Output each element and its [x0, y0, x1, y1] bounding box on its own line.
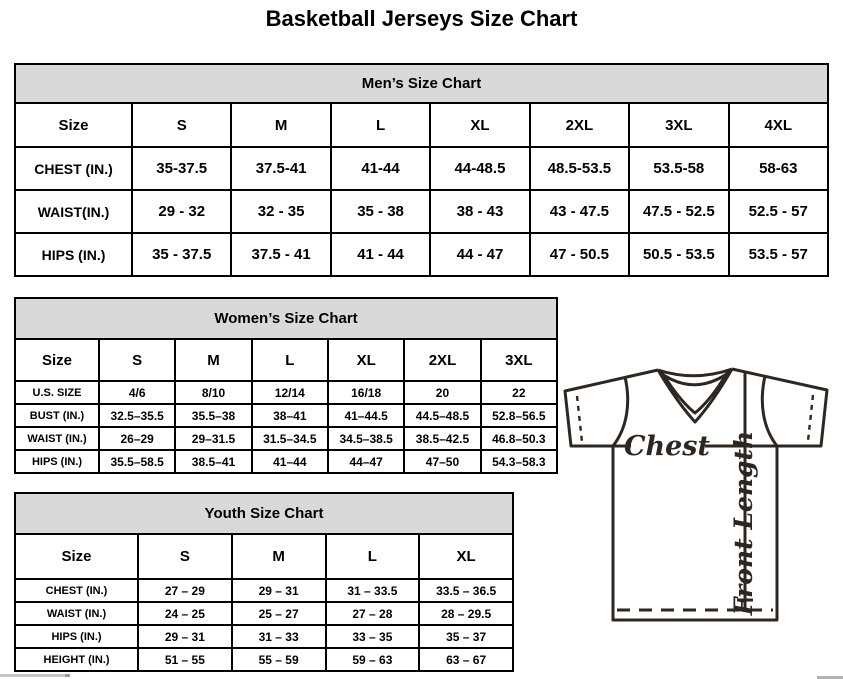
measurement-value: 55 – 59 — [232, 648, 326, 671]
measurement-value: 8/10 — [175, 381, 251, 404]
row-label: HIPS (IN.) — [15, 233, 132, 276]
measurement-value: 27 – 29 — [138, 579, 232, 602]
row-label: WAIST (IN.) — [15, 427, 99, 450]
measurement-row — [15, 381, 557, 404]
measurement-value: 59 – 63 — [326, 648, 420, 671]
front-length-label: Front Length — [729, 430, 758, 616]
chest-label: Chest — [624, 431, 710, 462]
table-title-row — [15, 493, 513, 534]
measurement-value: 35.5–38 — [175, 404, 251, 427]
measurement-value: 44-48.5 — [430, 147, 529, 190]
size-header-row — [15, 339, 557, 381]
measurement-row — [15, 625, 513, 648]
measurement-value: 20 — [404, 381, 480, 404]
measurement-value: 35-37.5 — [132, 147, 231, 190]
table-title-row — [15, 64, 828, 103]
right-cuff-dashed-line — [808, 395, 813, 441]
size-column-header: M — [232, 534, 326, 579]
size-column-header: S — [132, 103, 231, 147]
size-column-header: 2XL — [530, 103, 629, 147]
size-column-header: XL — [419, 534, 513, 579]
jersey-collar — [658, 369, 732, 422]
jersey-right-seam — [762, 376, 777, 446]
size-header-row — [15, 534, 513, 579]
measurement-value: 12/14 — [252, 381, 328, 404]
measurement-value: 25 – 27 — [232, 602, 326, 625]
measurement-value: 50.5 - 53.5 — [629, 233, 728, 276]
row-label: HEIGHT (IN.) — [15, 648, 138, 671]
measurement-row — [15, 579, 513, 602]
measurement-value: 63 – 67 — [419, 648, 513, 671]
size-column-header: L — [252, 339, 328, 381]
row-label: CHEST (IN.) — [15, 147, 132, 190]
size-column-header: 2XL — [404, 339, 480, 381]
size-column-header: 3XL — [629, 103, 728, 147]
measurement-row — [15, 190, 828, 233]
measurement-value: 24 – 25 — [138, 602, 232, 625]
table-title: Women’s Size Chart — [15, 298, 557, 339]
measurement-value: 31.5–34.5 — [252, 427, 328, 450]
measurement-value: 54.3–58.3 — [481, 450, 557, 473]
youth-size-table — [14, 492, 514, 672]
left-cuff-dashed-line — [577, 396, 582, 442]
measurement-value: 29 – 31 — [232, 579, 326, 602]
size-column-header: 4XL — [729, 103, 828, 147]
measurement-value: 52.5 - 57 — [729, 190, 828, 233]
measurement-value: 26–29 — [99, 427, 175, 450]
measurement-value: 52.8–56.5 — [481, 404, 557, 427]
size-header-row — [15, 103, 828, 147]
measurement-row — [15, 427, 557, 450]
mens-size-table — [14, 63, 829, 277]
size-column-header: M — [175, 339, 251, 381]
jersey-measurement-diagram — [555, 358, 837, 648]
size-column-header: M — [231, 103, 330, 147]
measurement-value: 38 - 43 — [430, 190, 529, 233]
measurement-value: 41-44 — [331, 147, 430, 190]
measurement-value: 32.5–35.5 — [99, 404, 175, 427]
size-header-label: Size — [15, 103, 132, 147]
size-column-header: L — [326, 534, 420, 579]
measurement-value: 58-63 — [729, 147, 828, 190]
measurement-row — [15, 404, 557, 427]
table-title: Men’s Size Chart — [15, 64, 828, 103]
measurement-value: 35 - 38 — [331, 190, 430, 233]
size-column-header: S — [99, 339, 175, 381]
measurement-value: 27 – 28 — [326, 602, 420, 625]
measurement-value: 37.5 - 41 — [231, 233, 330, 276]
measurement-value: 47.5 - 52.5 — [629, 190, 728, 233]
row-label: HIPS (IN.) — [15, 625, 138, 648]
measurement-value: 43 - 47.5 — [530, 190, 629, 233]
measurement-value: 38.5–42.5 — [404, 427, 480, 450]
row-label: WAIST(IN.) — [15, 190, 132, 233]
measurement-value: 32 - 35 — [231, 190, 330, 233]
measurement-value: 35.5–58.5 — [99, 450, 175, 473]
measurement-value: 38.5–41 — [175, 450, 251, 473]
size-column-header: XL — [430, 103, 529, 147]
table-title: Youth Size Chart — [15, 493, 513, 534]
row-label: BUST (IN.) — [15, 404, 99, 427]
measurement-row — [15, 147, 828, 190]
measurement-value: 44.5–48.5 — [404, 404, 480, 427]
measurement-value: 48.5-53.5 — [530, 147, 629, 190]
measurement-value: 34.5–38.5 — [328, 427, 404, 450]
measurement-row — [15, 648, 513, 671]
measurement-value: 47–50 — [404, 450, 480, 473]
measurement-value: 29–31.5 — [175, 427, 251, 450]
size-column-header: 3XL — [481, 339, 557, 381]
measurement-value: 31 – 33 — [232, 625, 326, 648]
size-column-header: L — [331, 103, 430, 147]
cropped-ui-fragment-left — [0, 674, 70, 677]
measurement-value: 44 - 47 — [430, 233, 529, 276]
measurement-row — [15, 233, 828, 276]
size-header-label: Size — [15, 534, 138, 579]
measurement-value: 41 - 44 — [331, 233, 430, 276]
page-title: Basketball Jerseys Size Chart — [265, 6, 578, 31]
measurement-value: 38–41 — [252, 404, 328, 427]
measurement-value: 53.5 - 57 — [729, 233, 828, 276]
measurement-row — [15, 450, 557, 473]
measurement-value: 47 - 50.5 — [530, 233, 629, 276]
measurement-row — [15, 602, 513, 625]
measurement-value: 16/18 — [328, 381, 404, 404]
measurement-value: 35 - 37.5 — [132, 233, 231, 276]
measurement-value: 44–47 — [328, 450, 404, 473]
measurement-value: 4/6 — [99, 381, 175, 404]
measurement-value: 28 – 29.5 — [419, 602, 513, 625]
womens-size-table — [14, 297, 558, 474]
table-title-row — [15, 298, 557, 339]
measurement-value: 51 – 55 — [138, 648, 232, 671]
measurement-value: 46.8–50.3 — [481, 427, 557, 450]
row-label: WAIST (IN.) — [15, 602, 138, 625]
size-column-header: S — [138, 534, 232, 579]
measurement-value: 29 - 32 — [132, 190, 231, 233]
measurement-value: 31 – 33.5 — [326, 579, 420, 602]
measurement-value: 41–44 — [252, 450, 328, 473]
measurement-value: 33.5 – 36.5 — [419, 579, 513, 602]
measurement-value: 22 — [481, 381, 557, 404]
measurement-value: 33 – 35 — [326, 625, 420, 648]
measurement-value: 37.5-41 — [231, 147, 330, 190]
measurement-value: 35 – 37 — [419, 625, 513, 648]
measurement-value: 41–44.5 — [328, 404, 404, 427]
measurement-value: 53.5-58 — [629, 147, 728, 190]
measurement-value: 29 – 31 — [138, 625, 232, 648]
row-label: HIPS (IN.) — [15, 450, 99, 473]
row-label: U.S. SIZE — [15, 381, 99, 404]
size-header-label: Size — [15, 339, 99, 381]
size-column-header: XL — [328, 339, 404, 381]
row-label: CHEST (IN.) — [15, 579, 138, 602]
